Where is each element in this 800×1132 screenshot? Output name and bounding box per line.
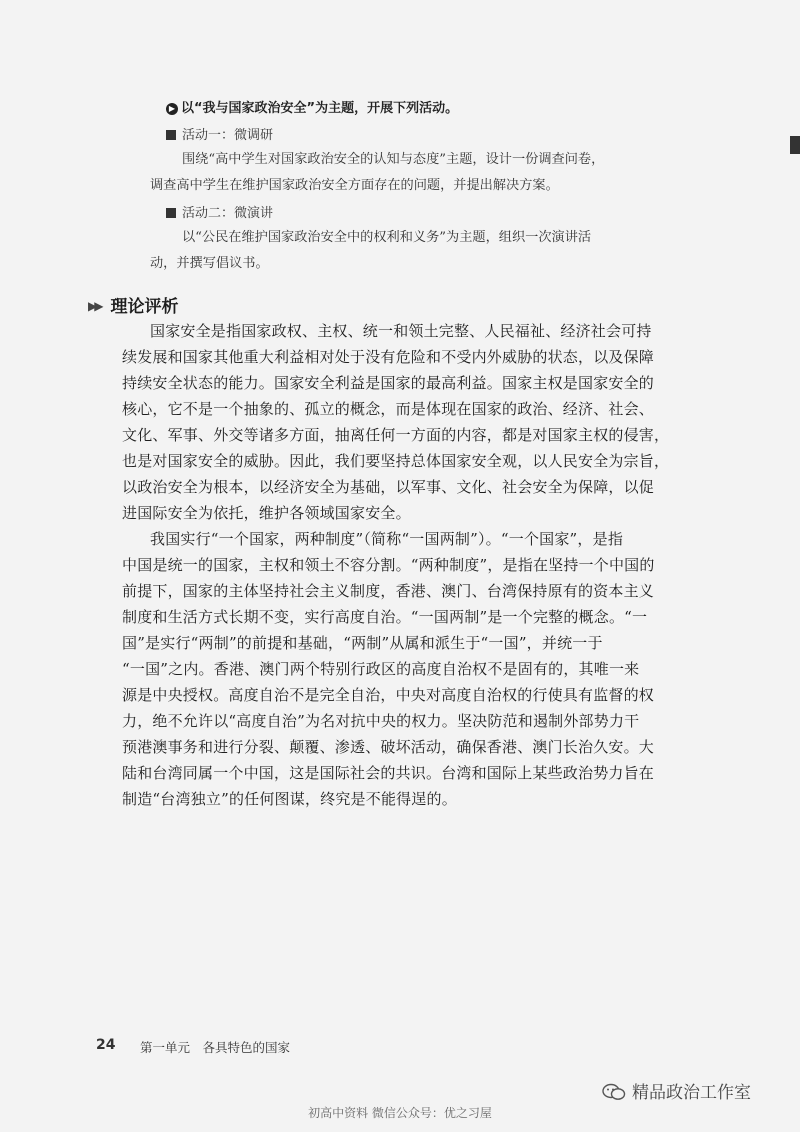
- body-line: “一国”之内。香港、澳门两个特别行政区的高度自治权不是固有的，其唯一来: [122, 660, 640, 678]
- activity-one-title: [166, 124, 273, 143]
- unit-label: 第一单元 各具特色的国家: [140, 1040, 291, 1055]
- body-line: 中国是统一的国家，主权和领土不容分割。“两种制度”，是指在坚持一个中国的: [122, 556, 655, 574]
- activity-two-line-1: 以“公民在维护国家政治安全中的权利和义务”为主题，组织一次演讲活: [182, 230, 592, 245]
- activity-two-line-2: 动，并撰写倡议书。: [150, 256, 269, 271]
- body-line: 预港澳事务和进行分裂、颠覆、渗透、破坏活动，确保香港、澳门长治久安。大: [122, 738, 655, 756]
- body-line: 国家安全是指国家政权、主权、统一和领土完整、人民福祉、经济社会可持: [150, 322, 652, 340]
- square-bullet-icon: [166, 130, 176, 140]
- body-line: 制度和生活方式长期不变，实行高度自治。“一国两制”是一个完整的概念。“一: [122, 608, 648, 626]
- play-arrow-icon: ▶: [166, 103, 178, 115]
- bottom-note: 初高中资料 微信公众号：优之习屋: [308, 1106, 492, 1120]
- activity-intro-text: 以“我与国家政治安全”为主题，开展下列活动。: [181, 101, 459, 116]
- body-line: 文化、军事、外交等诸多方面，抽离任何一方面的内容，都是对国家主权的侵害，: [122, 426, 670, 444]
- section-heading: [88, 292, 178, 317]
- body-line: 陆和台湾同属一个中国，这是国际社会的共识。台湾和国际上某些政治势力旨在: [122, 764, 655, 782]
- activity-one-line-1: 围绕“高中学生对国家政治安全的认知与态度”主题，设计一份调查问卷，: [182, 152, 605, 167]
- wechat-icon: [602, 1083, 626, 1101]
- body-line: 制造“台湾独立”的任何图谋，终究是不能得逞的。: [122, 790, 457, 808]
- activity-two-title-text: 活动二：微演讲: [182, 206, 274, 221]
- watermark-text: 精品政治工作室: [632, 1083, 751, 1103]
- body-line: 持续安全状态的能力。国家安全利益是国家的最高利益。国家主权是国家安全的: [122, 374, 655, 392]
- page-edge-tab: [790, 136, 800, 154]
- page-number: 24: [96, 1037, 116, 1053]
- double-chevron-icon: ▶▶: [88, 299, 101, 313]
- body-line: 国”是实行“两制”的前提和基础，“两制”从属和派生于“一国”，并统一于: [122, 634, 603, 652]
- square-bullet-icon: [166, 208, 176, 218]
- body-line: 续发展和国家其他重大利益相对处于没有危险和不受内外威胁的状态，以及保障: [122, 348, 655, 366]
- activity-intro: [166, 97, 458, 116]
- body-line: 进国际安全为依托，维护各领域国家安全。: [122, 504, 411, 522]
- body-line: 以政治安全为根本，以经济安全为基础，以军事、文化、社会安全为保障，以促: [122, 478, 655, 496]
- section-title: 理论评析: [110, 297, 179, 317]
- body-line: 也是对国家安全的威胁。因此，我们要坚持总体国家安全观，以人民安全为宗旨，: [122, 452, 670, 470]
- body-line: 我国实行“一个国家，两种制度”（简称“一国两制”）。“一个国家”，是指: [150, 530, 624, 548]
- body-line: 力，绝不允许以“高度自治”为名对抗中央的权力。坚决防范和遏制外部势力干: [122, 712, 640, 730]
- watermark: [602, 1078, 751, 1103]
- activity-one-title-text: 活动一：微调研: [182, 128, 274, 143]
- body-line: 源是中央授权。高度自治不是完全自治，中央对高度自治权的行使具有监督的权: [122, 686, 655, 704]
- body-line: 核心，它不是一个抽象的、孤立的概念，而是体现在国家的政治、经济、社会、: [122, 400, 655, 418]
- body-line: 前提下，国家的主体坚持社会主义制度，香港、澳门、台湾保持原有的资本主义: [122, 582, 655, 600]
- activity-one-line-2: 调查高中学生在维护国家政治安全方面存在的问题，并提出解决方案。: [150, 178, 559, 193]
- activity-two-title: [166, 202, 273, 221]
